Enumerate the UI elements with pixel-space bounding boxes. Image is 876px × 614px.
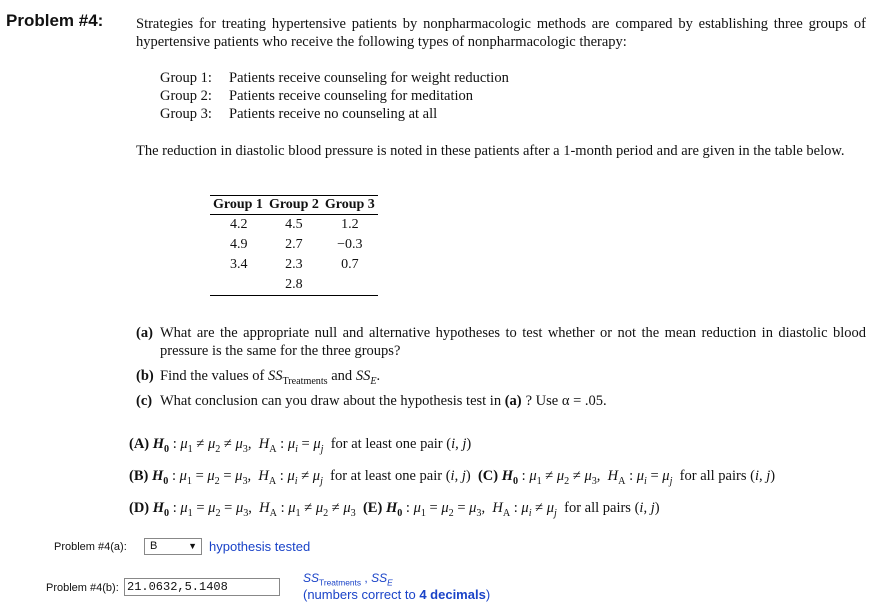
table-row: 4.2 4.5 1.2	[230, 217, 359, 232]
answer-b-hint-line1: $SS_{Treatments}$ , $SS_E$	[303, 571, 393, 588]
problem-title: Problem #4:	[6, 11, 104, 30]
answer-b-hint-line2: (numbers correct to 4 decimals)	[303, 587, 491, 602]
choice-d-e: (D) $H_0$ : $\mu_1 = \mu_2 = \mu_3$, $H_A$ : $\mu_1 \ne \mu_2 \ne \mu_3$ (E) $H_0$ : $\mu_1 = \mu_2 = \mu_3$, $H_A$ : $\mu_i \ne \mu_j$ for all pairs (i, j)	[129, 500, 660, 519]
table-row: 4.9 2.7 −0.3	[230, 237, 363, 252]
group-item: Group 2: Patients receive counseling for meditation	[160, 88, 474, 104]
reduction-text: The reduction in diastolic blood pressure is noted in these patients after a 1-month period and are given in the table below.	[136, 143, 845, 159]
answer-a-label: Problem #4(a):	[54, 541, 127, 553]
group-item: Group 3: Patients receive no counseling at all	[160, 106, 438, 122]
choice-a: (A) $H_0$ : $\mu_1 \ne \mu_2 \ne \mu_3$, $H_A$ : $\mu_i = \mu_j$ for at least one pair (i, j)	[129, 436, 472, 455]
table-row: 2.8	[210, 275, 378, 296]
choice-b-c: (B) $H_0$ : $\mu_1 = \mu_2 = \mu_3$, $H_A$ : $\mu_i \ne \mu_j$ for at least one pair (i, j) (C) $H_0$ : $\mu_1 \ne \mu_2 \ne \mu_3$, $H_A$ : $\mu_i = \mu_j$ for all pairs (i, j)	[129, 468, 776, 487]
answer-a-hint: hypothesis tested	[209, 539, 311, 554]
table-header: Group 2	[266, 196, 322, 215]
group-list	[160, 69, 509, 123]
problem-intro: Strategies for treating hypertensive patients by nonpharmacologic methods are compared by establishing three groups of hypertensive patients who receive the following types of nonpharmacologic therapy:	[136, 16, 866, 50]
group-item: Group 1: Patients receive counseling for weight reduction	[160, 70, 509, 86]
question-b: (b) Find the values of $SS_{Treatments}$ and $SS_E$.	[136, 368, 381, 387]
question-a: (a) What are the appropriate null and alternative hypotheses to test whether or not the mean reduction in diastolic blood pressure is the same for the three groups?	[136, 325, 866, 359]
hypothesis-select[interactable]: B ▼	[144, 538, 202, 555]
sums-of-squares-input[interactable]: 21.0632,5.1408	[124, 578, 280, 596]
table-header: Group 3	[322, 196, 378, 215]
data-table	[210, 195, 378, 296]
answer-b-label: Problem #4(b):	[46, 582, 119, 594]
question-c: (c) What conclusion can you draw about the hypothesis test in (a) ? Use α = .05.	[136, 393, 607, 409]
dropdown-arrow-icon: ▼	[188, 541, 197, 551]
table-header: Group 1	[210, 196, 266, 215]
table-row: 3.4 2.3 0.7	[230, 257, 359, 272]
